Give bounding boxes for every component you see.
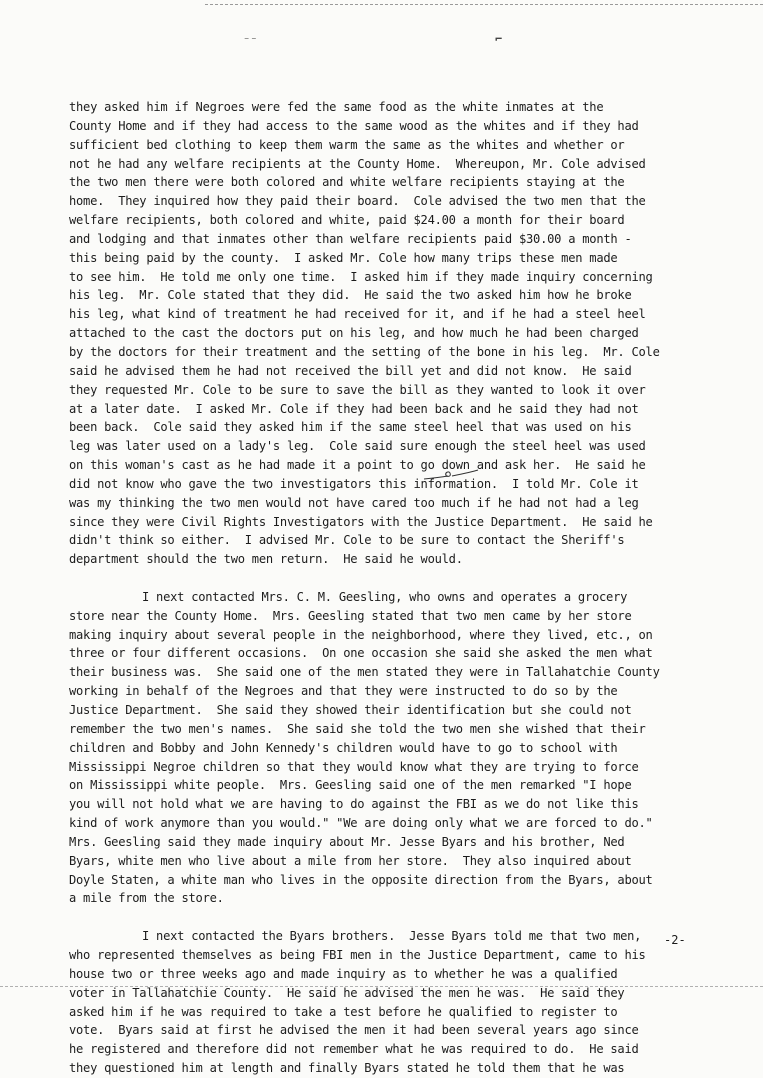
text-line: not he had any welfare recipients at the County Home. Whereupon, Mr. Cole advised — [69, 156, 646, 171]
text-line: vote. Byars said at first he advised the men it had been several years ago since — [69, 1023, 639, 1038]
text-line: working in behalf of the Negroes and that they were instructed to do so by the — [69, 684, 618, 699]
text-line: said he advised them he had not received the bill yet and did not know. He said — [69, 363, 632, 378]
handwritten-mark — [422, 469, 480, 483]
text-line: kind of work anymore than you would." "We are doing only what we are forced to do." — [69, 816, 653, 831]
text-line: their business was. She said one of the men stated they were in Tallahatchie County — [69, 665, 660, 680]
text-line: I next contacted the Byars brothers. Jesse Byars told me that two men, — [142, 929, 642, 944]
text-line: asked him if he was required to take a test before he qualified to register to — [69, 1004, 618, 1019]
text-line: on Mississippi white people. Mrs. Geesling said one of the men remarked "I hope — [69, 778, 632, 793]
text-line: making inquiry about several people in the neighborhood, where they lived, etc., on — [69, 627, 653, 642]
text-line: his leg, what kind of treatment he had received for it, and if he had a steel heel — [69, 307, 646, 322]
text-line: I next contacted Mrs. C. M. Geesling, who owns and operates a grocery — [142, 589, 628, 604]
text-line: the two men there were both colored and white welfare recipients staying at the — [69, 175, 625, 190]
paragraph-gap — [69, 569, 709, 588]
text-line: who represented themselves as being FBI men in the Justice Department, came to his — [69, 947, 646, 962]
text-line: a mile from the store. — [69, 891, 224, 906]
text-line: Mrs. Geesling said they made inquiry about Mr. Jesse Byars and his brother, Ned — [69, 834, 625, 849]
text-line: leg was later used on a lady's leg. Cole said sure enough the steel heel was used — [69, 439, 646, 454]
text-line: they requested Mr. Cole to be sure to save the bill as they wanted to look it over — [69, 382, 646, 397]
text-line: his leg. Mr. Cole stated that they did. He said the two asked him how he broke — [69, 288, 632, 303]
text-line: to see him. He told me only one time. I asked him if they made inquiry concerning — [69, 269, 653, 284]
text-line: since they were Civil Rights Investigators with the Justice Department. He said he — [69, 514, 653, 529]
text-line: was my thinking the two men would not have cared too much if he had not had a leg — [69, 495, 639, 510]
text-line: store near the County Home. Mrs. Geesling stated that two men came by her store — [69, 608, 632, 623]
text-line: on this woman's cast as he had made it a point to go down and ask her. He said he — [69, 458, 646, 473]
bottom-dashed-rule — [0, 986, 763, 987]
text-line: department should the two men return. He said he would. — [69, 552, 463, 567]
text-line: he registered and therefore did not remember what he was required to do. He said — [69, 1042, 639, 1057]
text-line: they questioned him at length and finally Byars stated he told them that he was — [69, 1061, 625, 1076]
text-line: didn't think so either. I advised Mr. Cole to be sure to contact the Sheriff's — [69, 533, 625, 548]
page-number: -2- — [664, 933, 686, 947]
stray-mark: ⌐ — [495, 32, 503, 46]
document-body — [69, 98, 709, 1078]
text-line: been back. Cole said they asked him if the same steel heel that was used on his — [69, 420, 632, 435]
text-line: home. They inquired how they paid their board. Cole advised the two men that the — [69, 194, 646, 209]
text-line: by the doctors for their treatment and the setting of the bone in his leg. Mr. Cole — [69, 344, 660, 359]
text-line: sufficient bed clothing to keep them warm the same as the whites and whether or — [69, 137, 625, 152]
text-line: Mississippi Negroe children so that they would know what they are trying to force — [69, 759, 639, 774]
text-line: this being paid by the county. I asked Mr. Cole how many trips these men made — [69, 250, 618, 265]
stray-mark: ⁻⁻ — [243, 33, 258, 47]
text-line: Byars, white men who live about a mile from her store. They also inquired about — [69, 853, 632, 868]
text-line: at a later date. I asked Mr. Cole if they had been back and he said they had not — [69, 401, 639, 416]
text-line: children and Bobby and John Kennedy's children would have to go to school with — [69, 740, 618, 755]
text-line: remember the two men's names. She said she told the two men she wished that their — [69, 721, 646, 736]
text-line: attached to the cast the doctors put on his leg, and how much he had been charged — [69, 326, 639, 341]
text-line: Justice Department. She said they showed their identification but she could not — [69, 703, 632, 717]
text-line: house two or three weeks ago and made inquiry as to whether he was a qualified — [69, 966, 618, 981]
text-line: three or four different occasions. On one occasion she said she asked the men what — [69, 646, 653, 661]
text-line: did not know who gave the two investigators this information. I told Mr. Cole it — [69, 476, 639, 491]
text-line: welfare recipients, both colored and white, paid $24.00 a month for their board — [69, 213, 625, 228]
text-line: voter in Tallahatchie County. He said he advised the men he was. He said they — [69, 985, 625, 1000]
paragraph-gap — [69, 908, 709, 927]
text-line: they asked him if Negroes were fed the same food as the white inmates at the — [69, 100, 604, 114]
top-dashed-rule — [205, 4, 763, 5]
text-line: and lodging and that inmates other than welfare recipients paid $30.00 a month - — [69, 231, 632, 246]
text-line: County Home and if they had access to the same wood as the whites and if they had — [69, 118, 639, 133]
text-line: you will not hold what we are having to do against the FBI as we do not like this — [69, 797, 639, 812]
text-line: Doyle Staten, a white man who lives in the opposite direction from the Byars, about — [69, 872, 653, 887]
